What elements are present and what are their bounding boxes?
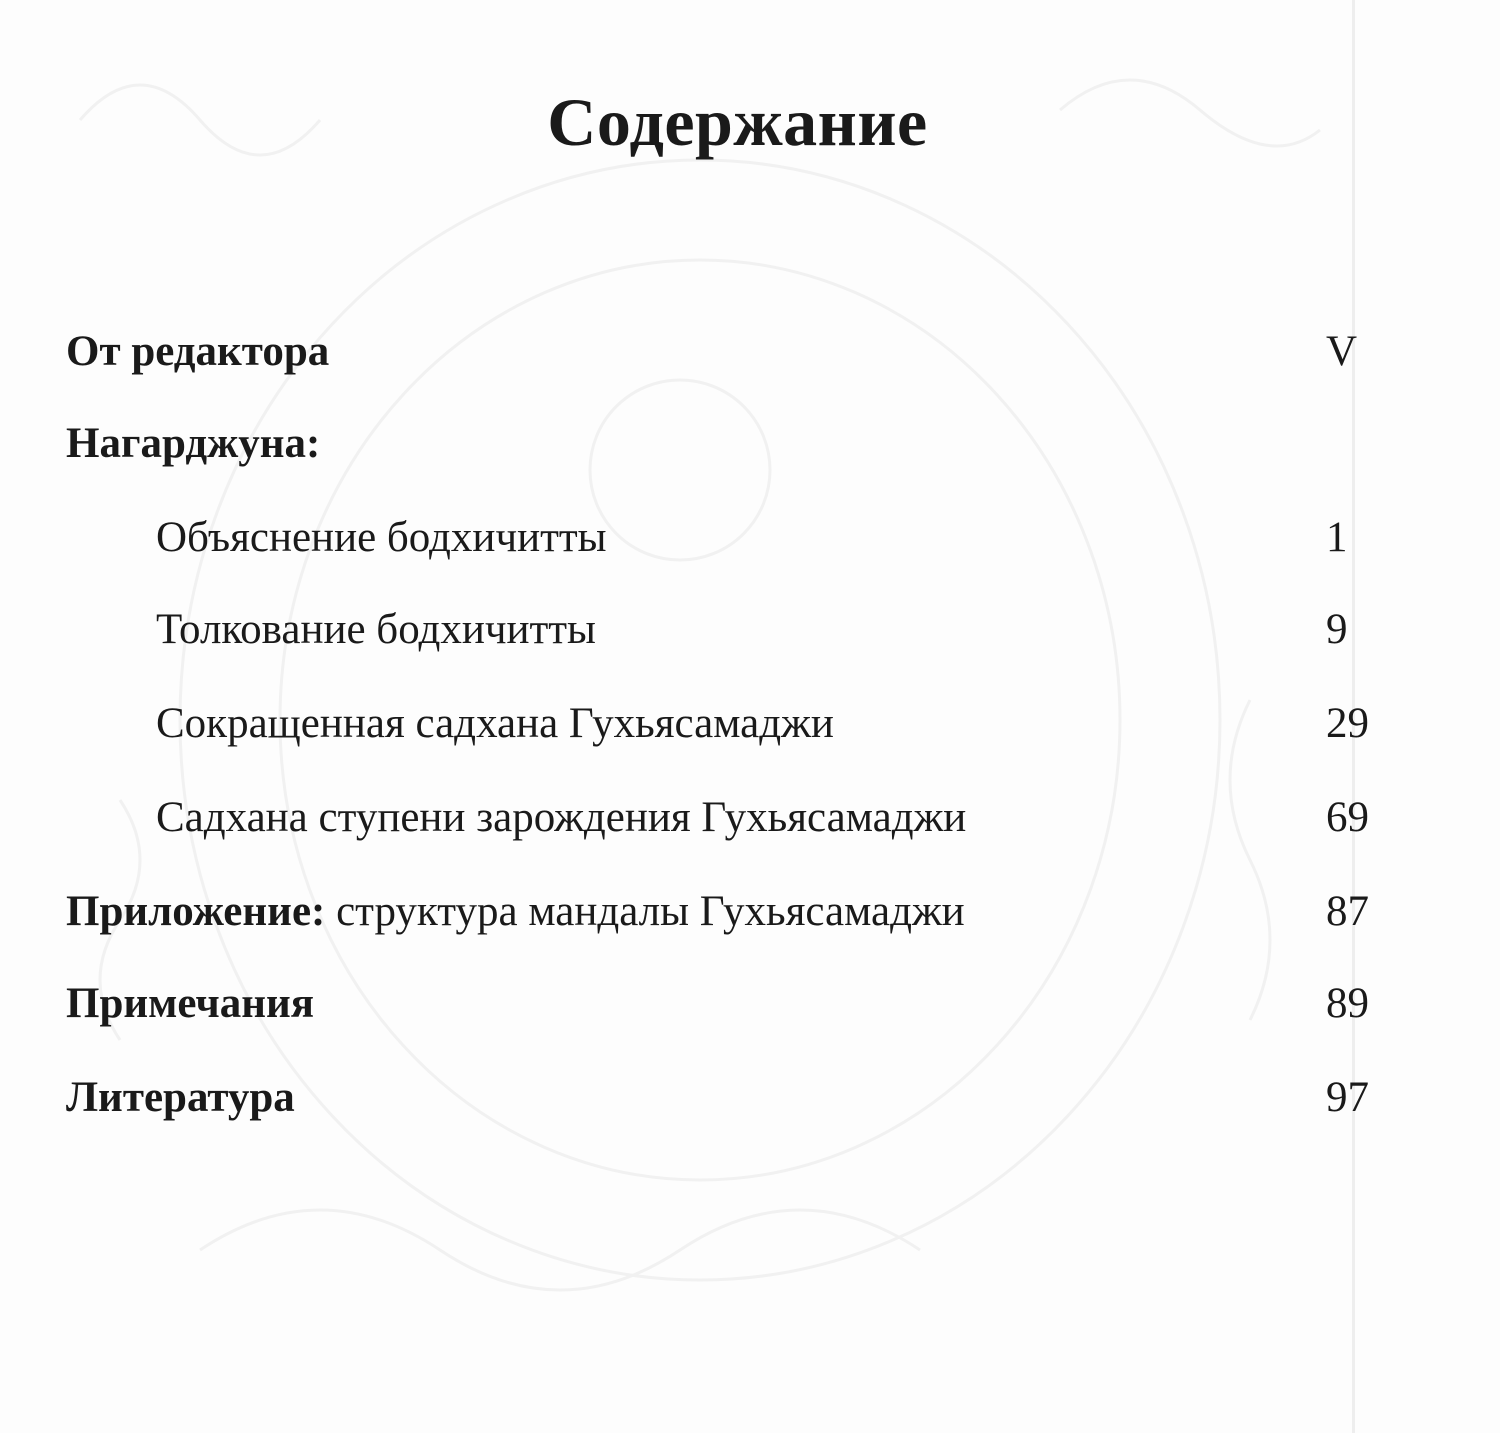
toc-entry-generation-stage-sadhana (66, 788, 1406, 848)
toc-entry-label (66, 882, 965, 942)
toc-entry-appendix (66, 882, 1406, 942)
toc-entry-page: 1 (1326, 514, 1348, 561)
toc-entry-label: Литература (66, 1074, 295, 1121)
toc-entry-nagarjuna (66, 414, 1406, 474)
toc-entry-notes (66, 974, 1406, 1034)
toc-entry-page: 9 (1326, 606, 1348, 653)
page-title: Содержание (547, 84, 928, 160)
toc-entry-abbreviated-sadhana (66, 694, 1406, 754)
toc-entry-page: 29 (1326, 700, 1369, 747)
toc-entry-label: Примечания (66, 980, 315, 1027)
toc-entry-label: Сокращенная садхана Гухьясамаджи (156, 700, 834, 747)
toc-entry-label-rest: структура мандалы Гухьясамаджи (325, 888, 965, 935)
toc-entry-literature (66, 1068, 1406, 1128)
toc-entry-bodhicitta-interpretation (66, 600, 1406, 660)
toc-entry-page: 89 (1326, 980, 1369, 1027)
toc-entry-label: Нагарджуна: (66, 420, 321, 467)
toc-entry-page: 69 (1326, 794, 1369, 841)
toc-entry-page: V (1326, 328, 1358, 375)
toc-entry-bodhicitta-explanation (66, 508, 1406, 568)
toc-entry-editor (66, 322, 1406, 382)
toc-entry-label: Садхана ступени зарождения Гухьясамаджи (156, 794, 967, 841)
toc-entry-page: 87 (1326, 888, 1369, 935)
toc-entry-label-bold: Приложение: (66, 888, 326, 935)
toc-entry-label: От редактора (66, 328, 330, 375)
toc-entry-page: 97 (1326, 1074, 1369, 1121)
toc-entry-label: Объяснение бодхичитты (156, 514, 607, 561)
toc-entry-label: Толкование бодхичитты (156, 606, 596, 653)
